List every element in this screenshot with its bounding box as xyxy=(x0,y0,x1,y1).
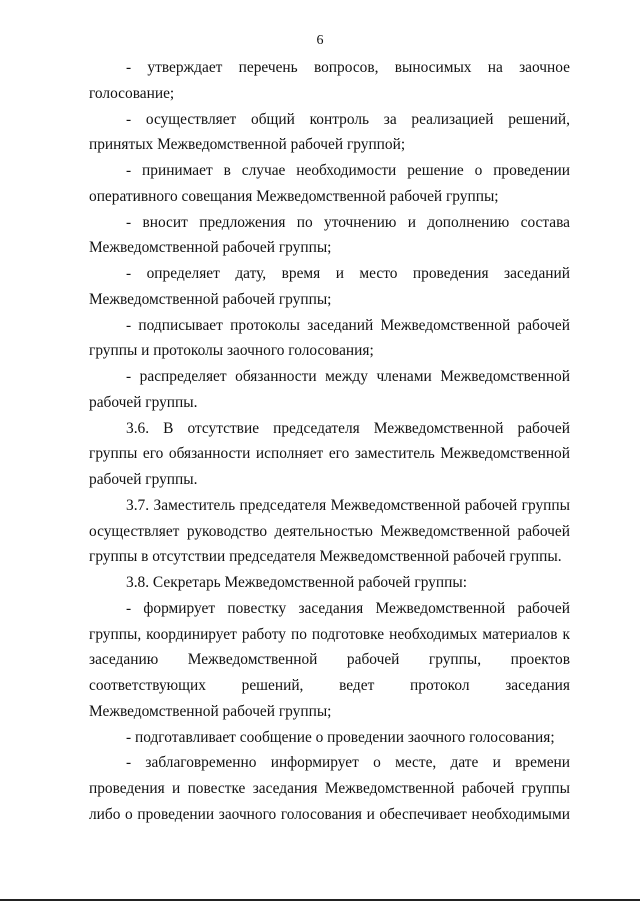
paragraph: 3.6. В отсутствие председателя Межведомственной рабочей группы его обязанности исполняет его заместитель Межведомственной рабочей группы. xyxy=(89,419,570,488)
paragraph: - утверждает перечень вопросов, выносимых на заочное голосование; xyxy=(89,59,570,102)
page-bottom-edge xyxy=(0,899,640,901)
paragraph: - вносит предложения по уточнению и дополнению состава Межведомственной рабочей группы; xyxy=(89,213,570,257)
paragraph: - формирует повестку заседания Межведомственной рабочей группы, координирует работу по подготовке необходимых материалов к заседанию Межведомственной рабочей группы, проектов соответствующих решений, ведет протокол заседания Межведомственной рабочей группы; xyxy=(89,599,570,720)
paragraph: 3.8. Секретарь Межведомственной рабочей группы: xyxy=(126,574,467,591)
paragraph: - осуществляет общий контроль за реализацией решений, принятых Межведомственной рабочей группой; xyxy=(89,110,570,154)
paragraph: - определяет дату, время и место проведения заседаний Межведомственной рабочей группы; xyxy=(89,265,570,308)
page-number: 6 xyxy=(316,33,324,48)
paragraph: - подготавливает сообщение о проведении заочного голосования; xyxy=(126,728,555,746)
paragraph: - заблаговременно информирует о месте, дате и времени проведения и повестке заседания Межведомственной рабочей группы либо о проведении заочного голосования и обеспечивает необходимыми xyxy=(89,754,570,823)
paragraph: 3.7. Заместитель председателя Межведомственной рабочей группы осуществляет руководство деятельностью Межведомственной рабочей группы в отсутствии председателя Межведомственной рабочей группы. xyxy=(89,496,570,566)
paragraph: - подписывает протоколы заседаний Межведомственной рабочей группы и протоколы заочного голосования; xyxy=(89,316,570,360)
paragraph: - принимает в случае необходимости решение о проведении оперативного совещания Межведомственной рабочей группы; xyxy=(89,162,570,205)
paragraph: - распределяет обязанности между членами Межведомственной рабочей группы. xyxy=(89,368,570,411)
document-body xyxy=(89,55,570,828)
